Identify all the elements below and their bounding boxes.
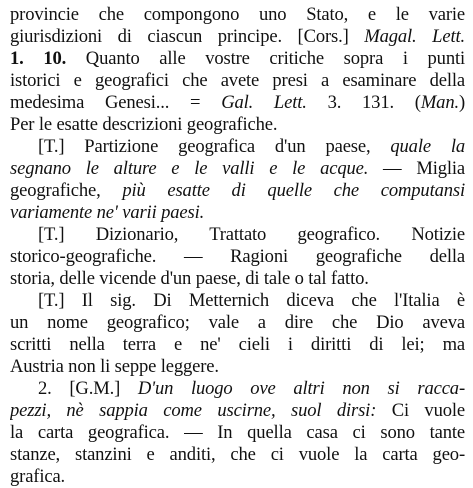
text-line [10,268,465,290]
text-line [10,48,465,70]
text-line [10,466,465,488]
text-line [10,378,465,400]
text-line [10,334,465,356]
italic-text: variamente ne' varii paesi. [10,202,205,223]
text-segment: scritti nella terra e ne' cieli i diritti di lei; ma [10,334,465,355]
text-line [10,422,465,444]
italic-text: Man. [420,92,459,113]
text-segment: ) [458,92,465,113]
text-line [10,4,465,26]
text-segment: — Miglia [368,158,465,179]
text-segment: Quanto alle vostre critiche sopra i punti [66,48,465,69]
italic-text: Gal. Lett. [221,92,307,113]
text-segment: [T.] Il sig. Di Metternich diceva che l'Italia è [38,290,465,311]
text-segment: medesima Genesi... = [10,92,222,113]
text-segment: [T.] Dizionario, Trattato geografico. Notizie [38,224,465,245]
text-segment: un nome geografico; vale a dire che Dio aveva [10,312,465,333]
italic-text: D'un luogo ove altri non si racca- [137,378,465,399]
text-line [10,400,465,422]
text-segment: giurisdizioni di ciascun principe. [Cors.] [10,26,365,47]
text-line [10,356,465,378]
text-segment: Ci vuole [376,400,465,421]
italic-text: Magal. Lett. [364,26,465,47]
text-line [10,158,465,180]
text-line [10,224,465,246]
text-segment: la carta geografica. — In quella casa ci sono tante [10,422,465,443]
text-line [10,246,465,268]
text-segment: istorici e geografici che avete presi a esaminare della [10,70,465,91]
text-line [10,70,465,92]
text-segment: 3. 131. ( [306,92,421,113]
text-line [10,180,465,202]
text-segment: stanze, stanzini e anditi, che ci vuole la carta geo- [10,444,465,465]
text-segment: storico-geografiche. — Ragioni geografiche della [10,246,465,267]
text-segment: Per le esatte descrizioni geografiche. [10,114,278,135]
italic-text: pezzi, nè sappia come uscirne, suol dirsi: [10,400,377,421]
text-segment: grafica. [10,466,66,487]
text-segment: geografiche, [10,180,123,201]
italic-text: più esatte di quelle che computansi [122,180,465,201]
text-line [10,114,465,136]
text-segment: provincie che compongono uno Stato, e le varie [10,4,465,25]
italic-text: segnano le alture e le valli e le acque. [10,158,369,179]
text-line [10,26,465,48]
text-line [10,444,465,466]
text-line [10,202,465,224]
italic-text: quale la [390,136,465,157]
text-segment: storia, delle vicende d'un paese, di tale o tal fatto. [10,268,369,289]
text-line [10,312,465,334]
text-line [10,136,465,158]
text-line [10,92,465,114]
text-segment: [T.] Partizione geografica d'un paese, [38,136,391,157]
text-line [10,290,465,312]
text-segment: Austria non li seppe leggere. [10,356,219,377]
text-segment: 2. [G.M.] [38,378,138,399]
bold-text: 1. 10. [10,48,67,69]
